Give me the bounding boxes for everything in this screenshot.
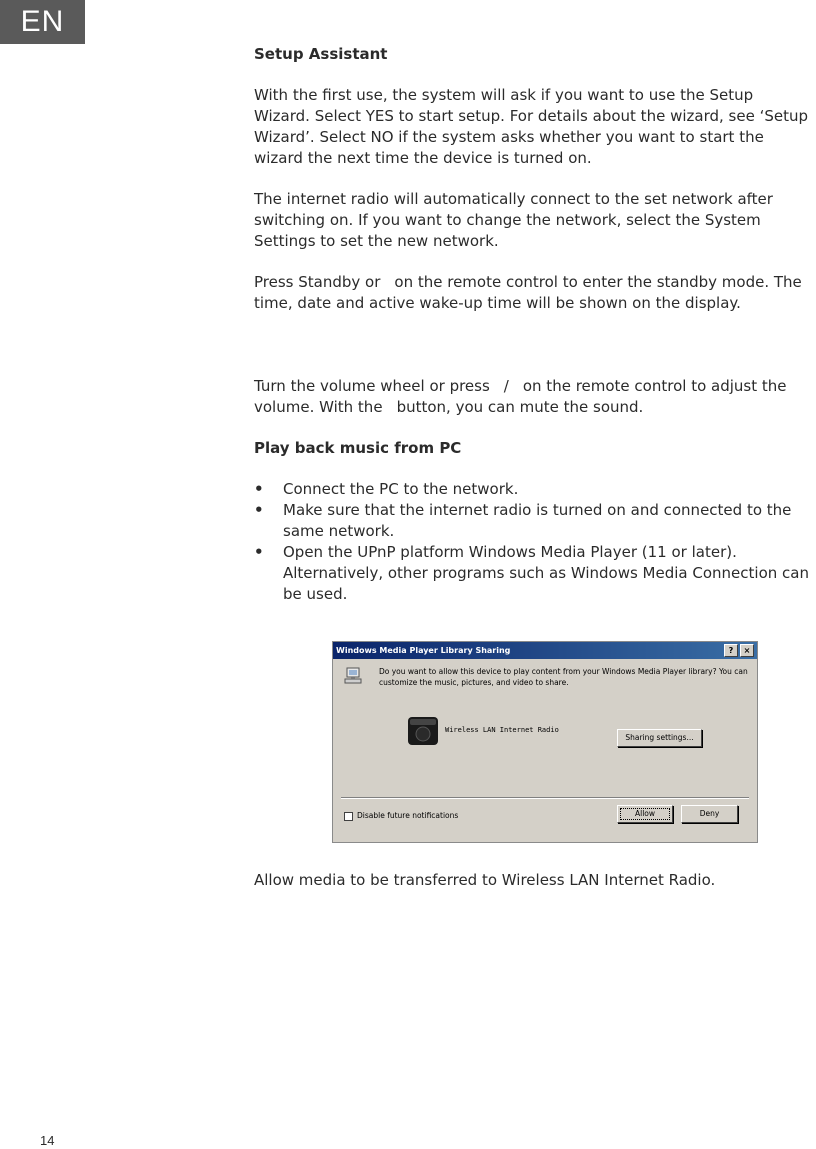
allow-button[interactable]: Allow	[617, 805, 673, 823]
volume-text-c: button, you can mute the sound.	[396, 398, 644, 416]
bullet-icon: •	[254, 480, 264, 498]
dialog-divider	[341, 797, 749, 799]
standby-paragraph	[254, 272, 812, 314]
standby-text-a: Press Standby or	[254, 273, 381, 291]
list-item-text: Make sure that the internet radio is turned on and connected to the same network.	[283, 501, 792, 540]
computer-sharing-icon	[343, 666, 363, 686]
dialog-title: Windows Media Player Library Sharing	[336, 646, 511, 655]
playback-heading: Play back music from PC	[254, 439, 462, 457]
deny-button[interactable]: Deny	[681, 805, 738, 823]
list-item	[254, 500, 812, 542]
radio-device-icon	[406, 715, 440, 747]
list-item-text: Open the UPnP platform Windows Media Player (11 or later). Alternatively, other programs such as Windows Media Connection can be used.	[283, 543, 809, 603]
figure-caption: Allow media to be transferred to Wireless LAN Internet Radio.	[254, 871, 716, 889]
volume-slash: /	[503, 377, 509, 395]
setup-paragraph-2: The internet radio will automatically connect to the set network after switching on. If you want to change the network, select the System Settings to set the new network.	[254, 190, 773, 250]
list-item-text: Connect the PC to the network.	[283, 480, 519, 498]
main-content	[254, 44, 812, 605]
standby-text-b: on the remote control to enter the standby mode. The time, date and active wake-up time will be shown on the display.	[254, 273, 802, 312]
playback-steps-list	[254, 479, 812, 605]
list-item	[254, 542, 812, 605]
disable-notifications-label: Disable future notifications	[357, 811, 459, 820]
volume-text-a: Turn the volume wheel or press	[254, 377, 490, 395]
device-name: Wireless LAN Internet Radio	[445, 726, 559, 734]
list-item	[254, 479, 812, 500]
dialog-message: Do you want to allow this device to play content from your Windows Media Player library? You can customize the music, pictures, and video to share.	[379, 667, 748, 687]
library-sharing-dialog	[332, 641, 758, 843]
page-number: 14	[40, 1133, 55, 1148]
close-button[interactable]: ×	[740, 644, 754, 657]
volume-text-b: on the remote control to adjust the volume. With the	[254, 377, 787, 416]
setup-paragraph-1: With the first use, the system will ask if you want to use the Setup Wizard. Select YES to start setup. For details about the wizard, see ‘Setup Wizard’. Select NO if the system asks whether you want to start the wizard the next time the device is turned on.	[254, 86, 808, 167]
setup-heading: Setup Assistant	[254, 45, 388, 63]
language-tab: EN	[0, 0, 85, 44]
volume-paragraph	[254, 376, 812, 418]
bullet-icon: •	[254, 501, 264, 519]
disable-notifications-checkbox[interactable]	[344, 812, 353, 821]
sharing-settings-button[interactable]: Sharing settings...	[617, 729, 702, 747]
dialog-titlebar	[333, 642, 757, 659]
bullet-icon: •	[254, 543, 264, 561]
help-button[interactable]: ?	[724, 644, 738, 657]
